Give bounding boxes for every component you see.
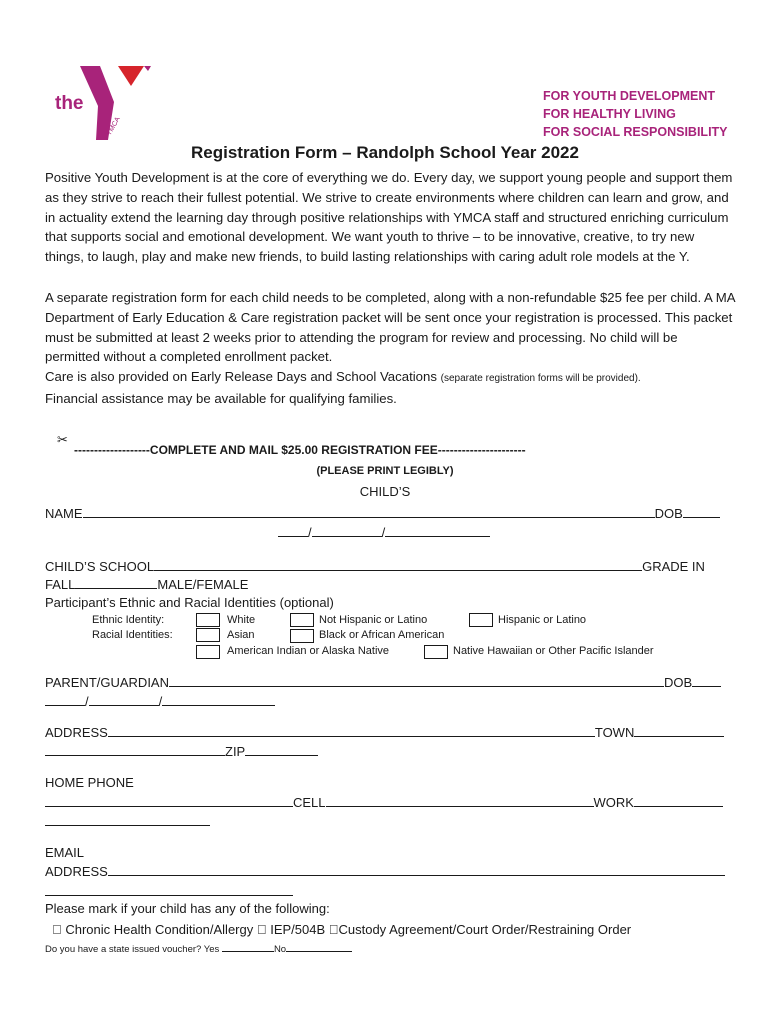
date-slash: / bbox=[381, 525, 386, 540]
work-field-2[interactable] bbox=[45, 825, 210, 826]
american-indian-option: American Indian or Alaska Native bbox=[227, 645, 390, 657]
email-address-label: ADDRESS bbox=[45, 864, 108, 879]
voucher-row bbox=[45, 942, 352, 955]
child-name-field[interactable] bbox=[83, 505, 655, 518]
not-hispanic-checkbox[interactable] bbox=[290, 613, 314, 627]
child-dob-year[interactable] bbox=[385, 524, 490, 537]
child-name-row bbox=[45, 505, 720, 521]
ethnic-label: Ethnic Identity: bbox=[92, 614, 165, 626]
black-checkbox[interactable] bbox=[290, 629, 314, 643]
guardian-dob-month[interactable] bbox=[45, 693, 85, 706]
address-label: ADDRESS bbox=[45, 725, 108, 740]
sex-label: MALE/FEMALE bbox=[157, 577, 249, 592]
cut-line-text: -------------------COMPLETE AND MAIL $25.00 REGISTRATION FEE---------------------- bbox=[74, 443, 526, 457]
child-dob-day[interactable] bbox=[312, 524, 382, 537]
child-dob-month[interactable] bbox=[278, 524, 308, 537]
work-field[interactable] bbox=[634, 794, 723, 807]
date-slash: / bbox=[85, 694, 89, 709]
date-slash: / bbox=[158, 694, 163, 709]
tagline-health: FOR HEALTHY LIVING bbox=[543, 107, 676, 121]
email-field[interactable] bbox=[108, 863, 725, 876]
guardian-dob-label: DOB bbox=[664, 675, 693, 690]
email-row bbox=[45, 863, 725, 879]
info-paragraph bbox=[45, 288, 735, 409]
conditions-heading: Please mark if your child has any of the following: bbox=[45, 901, 330, 916]
fall-label: FALL bbox=[45, 577, 76, 592]
racial-label: Racial Identities: bbox=[92, 629, 173, 641]
school-label: CHILD’S SCHOOL bbox=[45, 559, 155, 574]
grade-field[interactable] bbox=[75, 576, 157, 589]
voucher-no-label: No bbox=[273, 944, 287, 955]
voucher-question: Do you have a state issued voucher? Yes bbox=[45, 944, 220, 955]
cell-field[interactable] bbox=[326, 794, 594, 807]
ethnic-heading: Participant’s Ethnic and Racial Identities (optional) bbox=[45, 595, 334, 610]
zip-label: ZIP bbox=[225, 744, 246, 759]
phone-row bbox=[45, 794, 723, 810]
guardian-row bbox=[45, 674, 721, 690]
school-row bbox=[45, 558, 705, 574]
svg-text:YMCA: YMCA bbox=[105, 115, 122, 137]
guardian-dob-field[interactable] bbox=[692, 674, 721, 687]
zip-row bbox=[45, 743, 318, 759]
not-hispanic-option: Not Hispanic or Latino bbox=[319, 614, 428, 626]
info-p2-main: Care is also provided on Early Release Days and School Vacations bbox=[45, 369, 437, 385]
childs-heading: CHILD’S bbox=[359, 484, 411, 499]
cell-label: CELL bbox=[293, 795, 326, 810]
child-dob-row bbox=[278, 524, 490, 540]
address-field[interactable] bbox=[108, 724, 595, 737]
tagline-youth: FOR YOUTH DEVELOPMENT bbox=[543, 89, 716, 103]
guardian-field[interactable] bbox=[169, 674, 664, 687]
voucher-no-field[interactable] bbox=[286, 942, 352, 952]
print-note: (PLEASE PRINT LEGIBLY) bbox=[316, 465, 454, 477]
name-label: NAME bbox=[45, 506, 83, 521]
guardian-label: PARENT/GUARDIAN bbox=[45, 675, 169, 690]
school-field[interactable] bbox=[154, 558, 642, 571]
work-label: WORK bbox=[593, 795, 634, 810]
info-p2-note: (separate registration forms will be provided). bbox=[440, 373, 641, 385]
logo-text: the bbox=[55, 93, 84, 114]
conditions-line: Chronic Health Condition/Allergy IEP/504B Custody Agreement/Court Order/Restraining Order bbox=[52, 922, 595, 937]
black-option: Black or African American bbox=[319, 629, 445, 641]
home-phone-label: HOME PHONE bbox=[45, 775, 134, 790]
date-slash: / bbox=[308, 525, 312, 540]
email-label: EMAIL bbox=[45, 845, 85, 860]
voucher-yes-field[interactable] bbox=[222, 942, 274, 952]
guardian-dob-day[interactable] bbox=[89, 693, 159, 706]
address-row bbox=[45, 724, 724, 740]
guardian-dob-year[interactable] bbox=[162, 693, 275, 706]
asian-option: Asian bbox=[227, 629, 255, 641]
fall-row bbox=[45, 576, 248, 592]
white-checkbox[interactable] bbox=[196, 613, 220, 627]
info-p3: Financial assistance may be available for qualifying families. bbox=[45, 390, 397, 406]
home-phone-field[interactable] bbox=[45, 794, 293, 807]
dob-label: DOB bbox=[654, 506, 683, 521]
zip-field[interactable] bbox=[245, 743, 318, 756]
asian-checkbox[interactable] bbox=[196, 628, 220, 642]
email-field-2[interactable] bbox=[45, 895, 293, 896]
child-dob-field[interactable] bbox=[683, 505, 720, 518]
hawaiian-checkbox[interactable] bbox=[424, 645, 448, 659]
town-field[interactable] bbox=[634, 724, 724, 737]
town-label: TOWN bbox=[594, 725, 635, 740]
intro-paragraph: Positive Youth Development is at the core of everything we do. Every day, we support young people and support them as they strive to reach their fullest potential. We strive to create environments where children can learn and grow, and in actuality extend the learning day through positive relationships with YMCA staff and structured enriching curriculum that supports social and emotional development. We want youth to thrive – to be innovative, creative, to try new things, to laugh, play and make new friends, to build lasting relationships with caring adult role models at the Y. bbox=[45, 170, 733, 265]
tagline bbox=[543, 87, 728, 141]
american-indian-checkbox[interactable] bbox=[196, 645, 220, 659]
scissors-icon: ✂ bbox=[57, 432, 68, 447]
grade-label: GRADE IN bbox=[642, 559, 705, 574]
info-p1: A separate registration form for each child needs to be completed, along with a non-refundable $25 fee per child. A MA Department of Early Education & Care registration packet will be sent once your registration is processed. This packet must be submitted at least 2 weeks prior to attending the program for review and processing. No child will be permitted without a completed enrollment packet. bbox=[45, 290, 735, 365]
address-field-2[interactable] bbox=[45, 743, 225, 756]
hawaiian-option: Native Hawaiian or Other Pacific Islander bbox=[453, 645, 654, 657]
info-p2 bbox=[45, 367, 735, 389]
hispanic-checkbox[interactable] bbox=[469, 613, 493, 627]
white-option: White bbox=[227, 614, 256, 626]
hispanic-option: Hispanic or Latino bbox=[498, 614, 587, 626]
tagline-social: FOR SOCIAL RESPONSIBILITY bbox=[543, 125, 728, 139]
guardian-dob-row bbox=[45, 693, 275, 709]
page-title: Registration Form – Randolph School Year 2022 bbox=[191, 143, 579, 162]
